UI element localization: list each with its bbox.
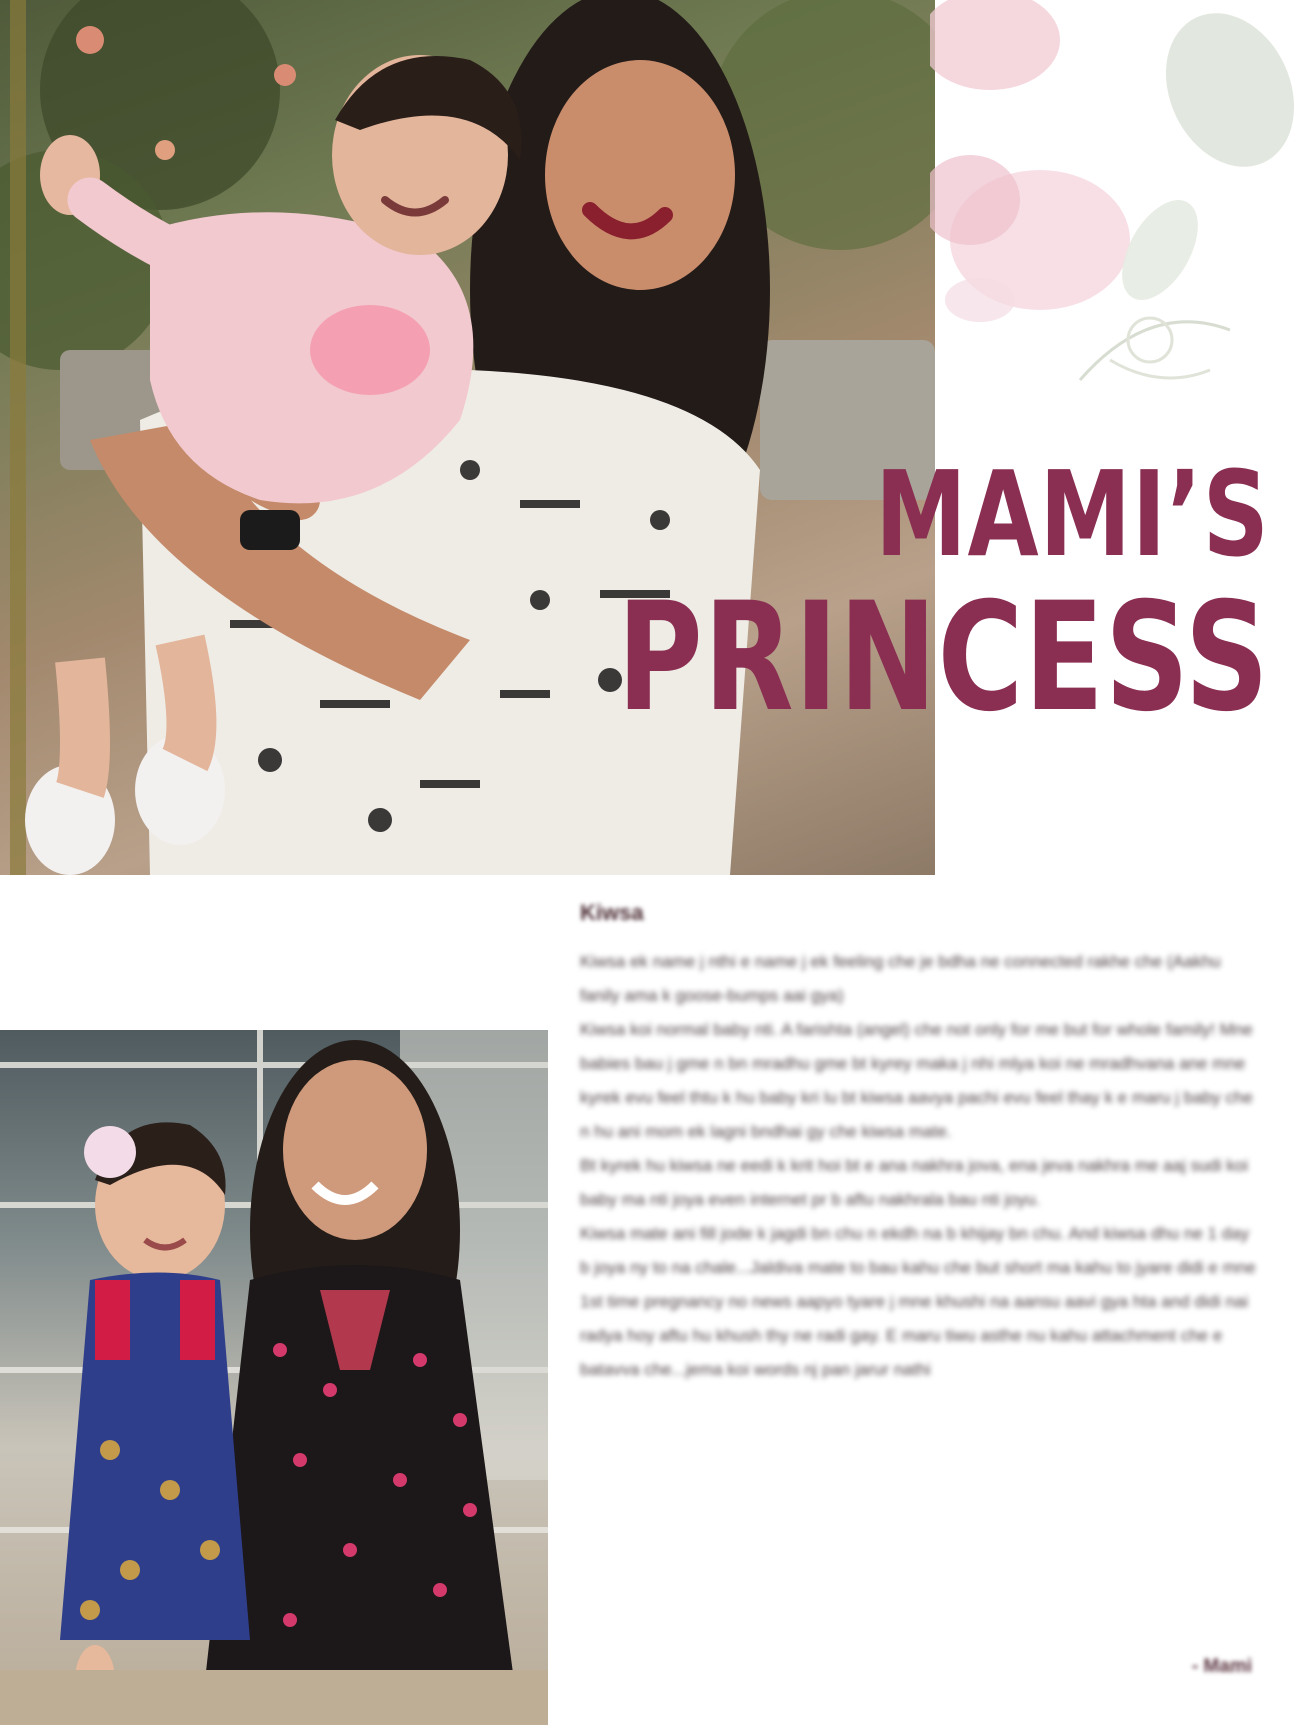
photo-frame-edge [548,1024,558,1725]
title-line-2: PRINCESS [617,571,1270,745]
article-paragraph: Kiwsa mate ani fill jode k jagdi bn chu n ekdh na b khijay bn chu. And kiwsa dhu ne 1 day b joya ny to na chale...Jaldiva mate to bau kahu che but short ma kahu to jyare didi e mne 1st time pregnancy no news aapyo tyare j mne khushi na aansu aavi gya hta and didi nai radya hoy aftu hu khush thy ne radi gay. E maru tiwu asthe nu kahu attachment che e batavva che...jema koi words nj pan jarur nathi [580,1224,1256,1379]
article-heading: Kiwsa [580,900,644,925]
article-paragraph: Bt kyrek hu kiwsa ne eedi k krit hoi bt e ana nakhra jova, ena jeva nakhra me aaj sudi koi baby ma nti joya even internet pr b aftu nakhrala bau nti joyu. [580,1156,1249,1209]
second-photo-mother-and-toddler [0,1030,555,1725]
article-body [580,945,1260,1387]
floral-decoration [930,0,1314,460]
article-signature: - Mami [1191,1656,1252,1677]
page-title [433,445,1270,745]
article-paragraph: Kiwsa ek name j nthi e name j ek feeling che je bdha ne connected rakhe che (Aakhu fanily ama k goose-bumps aai gya) [580,952,1221,1005]
title-line-1: MAMI’S [875,445,1270,583]
article-paragraph: Kiwsa koi normal baby nti. A farishta (angel) che not only for me but for whole family! Mne babies bau j gme n bn mradhu gme bt kyrey maka j nhi mlya koi ne mradhvana ane mne kyrek evu feel thtu k hu baby kri lu bt kiwsa aavya pachi evu feel thay k e maru j baby che n hu ani mom ek lagni bndhai gy che kiwsa mate. [580,1020,1253,1141]
